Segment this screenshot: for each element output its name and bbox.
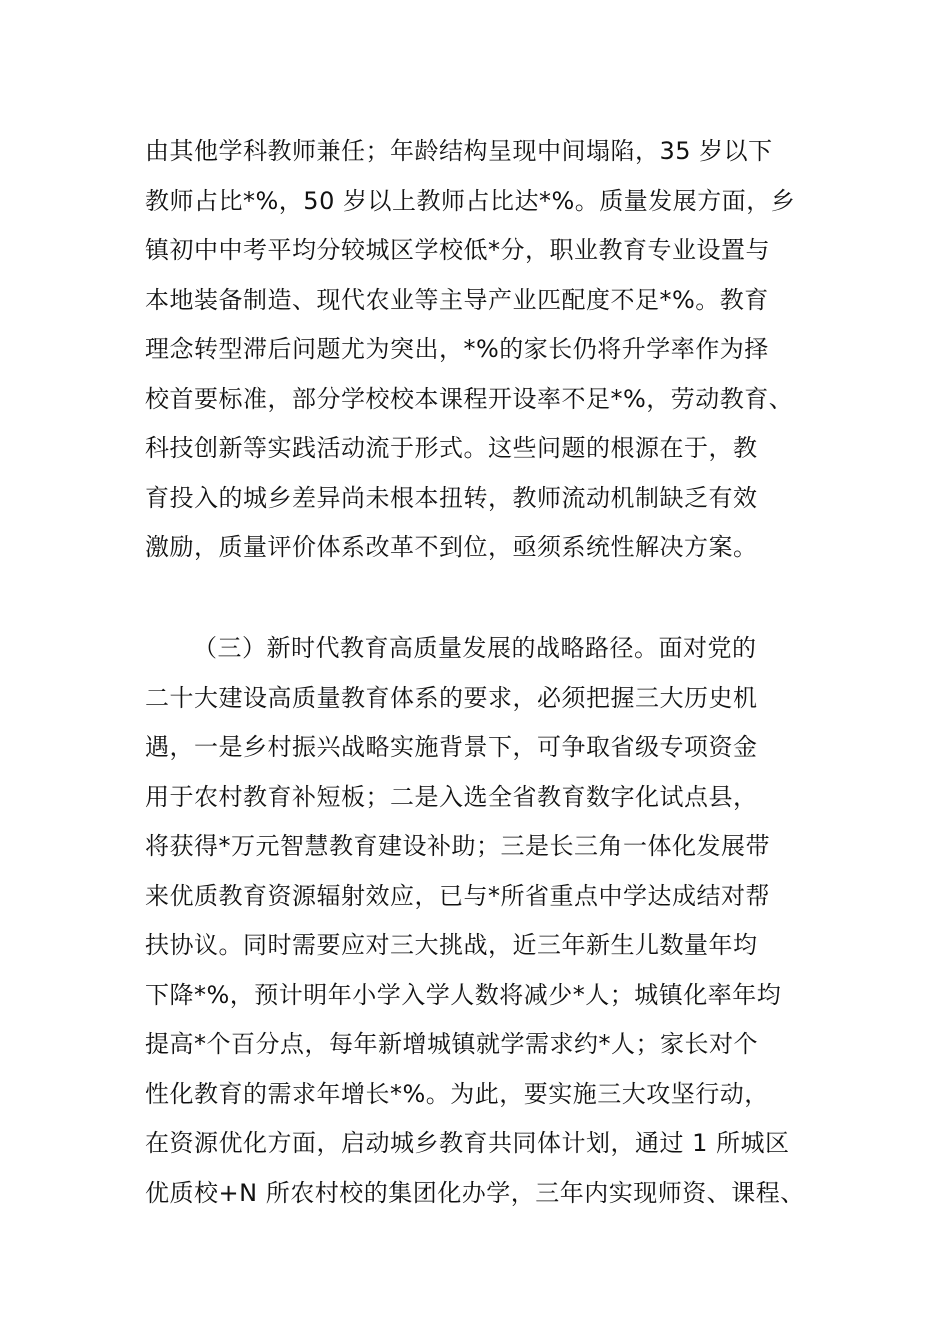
text-line: 在资源优化方面，启动城乡教育共同体计划，通过 1 所城区: [145, 1129, 790, 1157]
text-line: 遇，一是乡村振兴战略实施背景下，可争取省级专项资金: [145, 733, 758, 761]
text-line: 激励，质量评价体系改革不到位，亟须系统性解决方案。: [145, 533, 758, 561]
text-line: 镇初中中考平均分较城区学校低*分，职业教育专业设置与: [145, 236, 770, 264]
text-line: 优质校+N 所农村校的集团化办学，三年内实现师资、课程、: [145, 1178, 805, 1207]
text-line: 育投入的城乡差异尚未根本扭转，教师流动机制缺乏有效: [145, 483, 758, 512]
text-line: 将获得*万元智慧教育建设补助；三是长三角一体化发展带: [145, 832, 770, 860]
paragraph-1: [145, 127, 825, 573]
text-line: 教师占比*%，50 岁以上教师占比达*%。质量发展方面，乡: [145, 186, 796, 215]
text-line: 提高*个百分点，每年新增城镇就学需求约*人；家长对个: [145, 1030, 758, 1058]
text-line: 校首要标准，部分学校校本课程开设率不足*%，劳动教育、: [145, 384, 794, 413]
text-line: 下降*%，预计明年小学入学人数将减少*人；城镇化率年均: [145, 980, 782, 1009]
section-heading-line: （三）新时代教育高质量发展的战略路径。面对党的: [193, 634, 757, 662]
text-line: 科技创新等实践活动流于形式。这些问题的根源在于，教: [145, 434, 758, 462]
paragraph-2: [145, 624, 825, 1218]
text-line: 扶协议。同时需要应对三大挑战，近三年新生儿数量年均: [145, 931, 758, 959]
text-line: 本地装备制造、现代农业等主导产业匹配度不足*%。教育: [145, 285, 769, 314]
text-line: 性化教育的需求年增长*%。为此，要实施三大攻坚行动，: [145, 1079, 769, 1108]
text-line: 由其他学科教师兼任；年龄结构呈现中间塌陷，35 岁以下: [145, 137, 773, 165]
text-line: 用于农村教育补短板；二是入选全省教育数字化试点县，: [145, 782, 758, 811]
text-line: 二十大建设高质量教育体系的要求，必须把握三大历史机: [145, 683, 758, 712]
text-line: 理念转型滞后问题尤为突出，*%的家长仍将升学率作为择: [145, 335, 769, 363]
text-line: 来优质教育资源辐射效应，已与*所省重点中学达成结对帮: [145, 881, 770, 910]
